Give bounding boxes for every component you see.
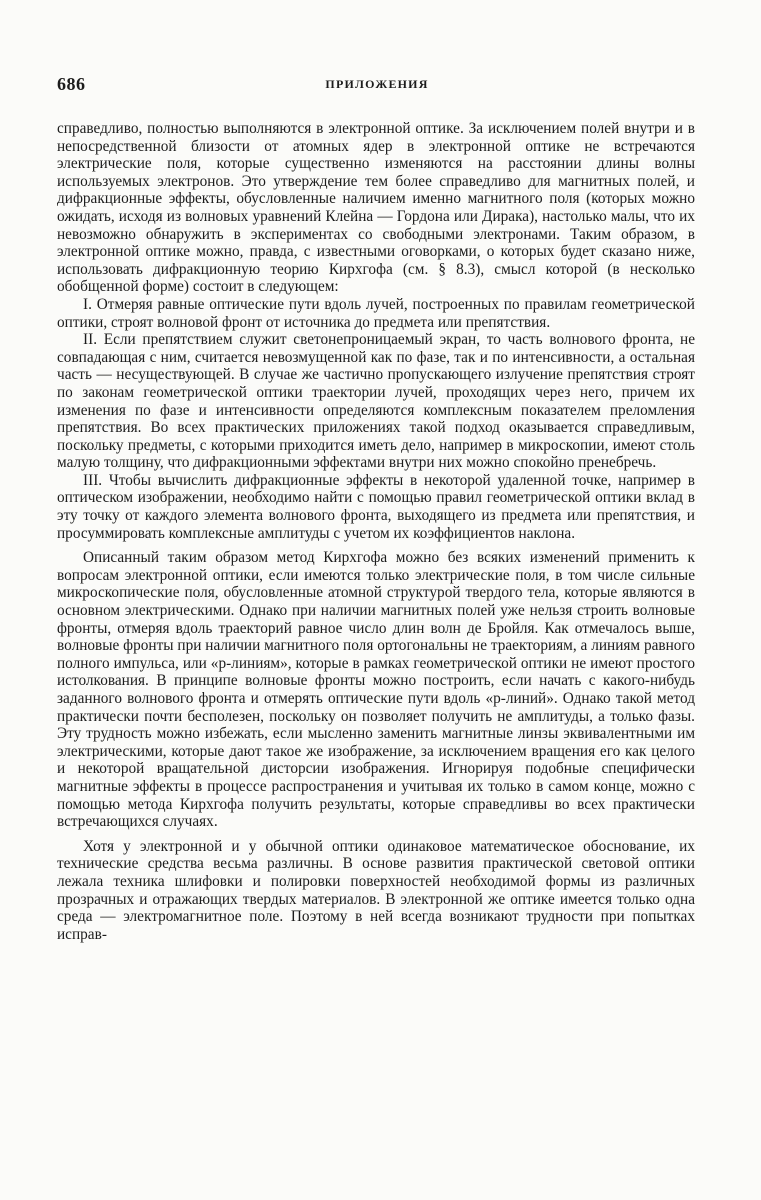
running-title: ПРИЛОЖЕНИЯ	[325, 77, 429, 91]
page-number: 686	[57, 74, 86, 94]
paragraph-technical-means: Хотя у электронной и у обычной оптики одинаковое математическое обоснование, их технические средства весьма различны. В основе развития практической световой оптики лежала техника шлифовки и полировки поверхностей необходимой формы из различных прозрачных и отражающих твердых материалов. В электронной же оптике имеется только одна среда — электромагнитное поле. Поэтому в ней всегда возникают трудности при попытках исправ-	[57, 837, 695, 943]
paragraph-kirchhoff-method: Описанный таким образом метод Кирхгофа можно без всяких изменений применить к вопросам электронной оптики, если имеются только электрические поля, в том числе сильные микроскопические поля, обусловленные атомной структурой твердого тела, которые являются в основном электрическими. Однако при наличии магнитных полей уже нельзя строить волновые фронты, отмеряя вдоль траекторий равное число длин волн де Бройля. Как отмечалось выше, волновые фронты при наличии магнитного поля ортогональны не траекториям, а линиям равного полного импульса, или «p-линиям», которые в рамках геометрической оптики не имеют простого истолкования. В принципе волновые фронты можно построить, если начать с какого-нибудь заданного волнового фронта и отмерять оптические пути вдоль «p-линий». Однако такой метод практически почти бесполезен, поскольку он позволяет получить не амплитуды, а только фазы. Эту трудность можно избежать, если мысленно заменить магнитные линзы эквивалентными им электрическими, которые дают такое же изображение, за исключением вращения его как целого и некоторой вращательной дисторсии изображения. Игнорируя подобные специфически магнитные эффекты в процессе распространения и учитывая их только в самом конце, можно с помощью метода Кирхгофа получить результаты, которые справедливы во всех практически встречающихся случаях.	[57, 549, 695, 831]
paragraph-continuation: справедливо, полностью выполняются в электронной оптике. За исключением полей внутри и в непосредственной близости от атомных ядер в электронной оптике не встречаются электрические поля, которые существенно изменяются на расстоянии длины волны используемых электронов. Это утверждение тем более справедливо для магнитных полей, и дифракционные эффекты, обусловленные наличием именно магнитного поля (которых можно ожидать, исходя из волновых уравнений Клейна — Гордона или Дирака), настолько малы, что их невозможно обнаружить в экспериментах со свободными электронами. Таким образом, в электронной оптике можно, правда, с известными оговорками, о которых будет сказано ниже, использовать дифракционную теорию Кирхгофа (см. § 8.3), смысл которой (в несколько обобщенной форме) состоит в следующем:	[57, 120, 695, 296]
paragraph-rule-3: III. Чтобы вычислить дифракционные эффекты в некоторой удаленной точке, например в оптическом изображении, необходимо найти с помощью правил геометрической оптики вклад в эту точку от каждого элемента волнового фронта, выходящего из предмета или препятствия, и просуммировать комплексные амплитуды с учетом их коэффициентов наклона.	[57, 471, 695, 542]
paragraph-rule-2: II. Если препятствием служит светонепроницаемый экран, то часть волнового фронта, не совпадающая с ним, считается невозмущенной как по фазе, так и по интенсивности, а остальная часть — несуществующей. В случае же частично пропускающего излучение препятствия строят по законам геометрической оптики траектории лучей, проходящих через него, причем их изменения по фазе и интенсивности определяются комплексным показателем преломления препятствия. Во всех практических приложениях такой подход оказывается справедливым, поскольку предметы, с которыми приходится иметь дело, например в микроскопии, имеют столь малую толщину, что дифракционными эффектами внутри них можно спокойно пренебречь.	[57, 331, 695, 472]
page-header	[57, 74, 697, 96]
paragraph-rule-1: I. Отмеряя равные оптические пути вдоль лучей, построенных по правилам геометрической оптики, строят волновой фронт от источника до предмета или препятствия.	[57, 295, 695, 331]
body-text	[57, 120, 695, 943]
